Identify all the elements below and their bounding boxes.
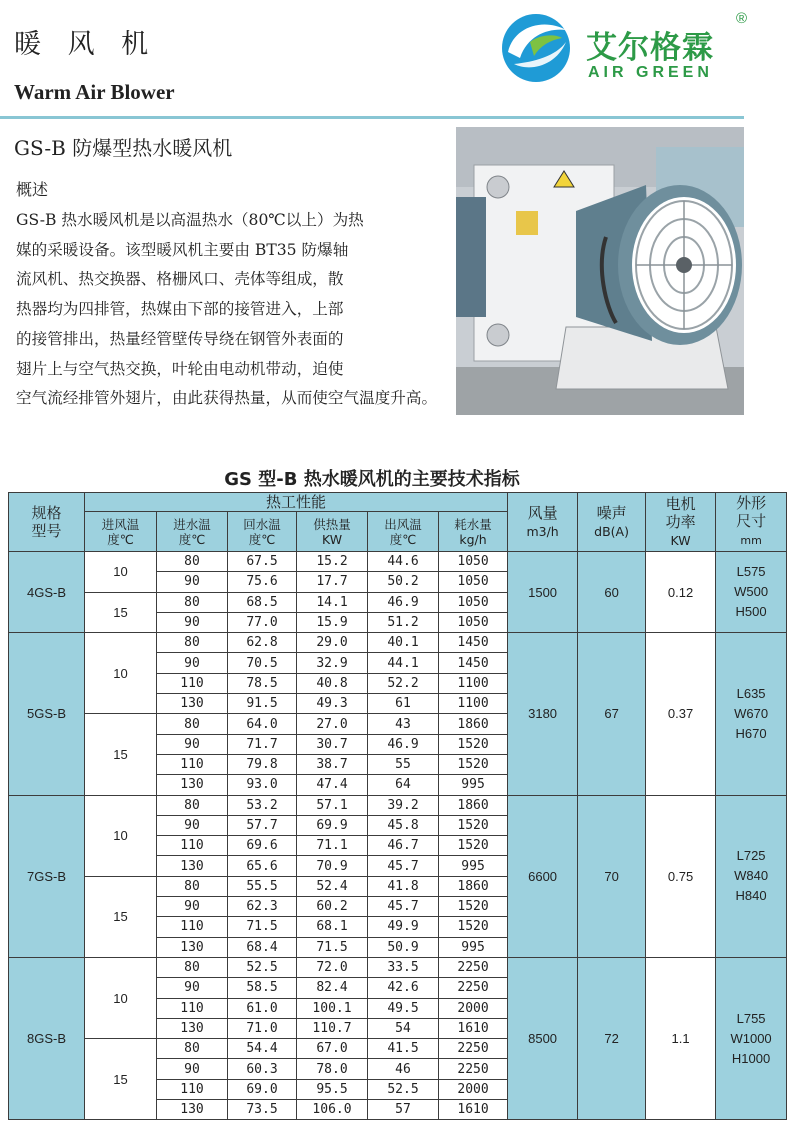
inlet-water-cell: 90 <box>157 653 228 673</box>
return-water-cell: 67.5 <box>228 552 297 572</box>
heat-supply-cell: 110.7 <box>297 1018 368 1038</box>
heat-supply-cell: 71.1 <box>297 836 368 856</box>
spec-table <box>8 492 787 1120</box>
noise-cell: 70 <box>578 795 646 957</box>
size-cell <box>716 633 787 795</box>
outlet-air-cell: 41.5 <box>368 1039 439 1059</box>
outlet-air-cell: 49.9 <box>368 917 439 937</box>
size-cell <box>716 795 787 957</box>
outlet-air-cell: 45.7 <box>368 856 439 876</box>
header-return-water: 回水温 度℃ <box>228 512 297 552</box>
product-photo <box>456 127 744 415</box>
heat-supply-cell: 70.9 <box>297 856 368 876</box>
brand-name-en: AIR GREEN <box>588 64 713 81</box>
heat-supply-cell: 68.1 <box>297 917 368 937</box>
inlet-water-cell: 110 <box>157 998 228 1018</box>
inlet-water-cell: 80 <box>157 876 228 896</box>
product-description <box>16 206 437 414</box>
return-water-cell: 71.5 <box>228 917 297 937</box>
noise-cell: 60 <box>578 552 646 633</box>
water-use-cell: 2250 <box>439 957 508 977</box>
return-water-cell: 60.3 <box>228 1059 297 1079</box>
size-line: H670 <box>735 725 767 741</box>
description-line: 翅片上与空气热交换，叶轮由电动机带动，迫使 <box>16 359 344 378</box>
heat-supply-cell: 100.1 <box>297 998 368 1018</box>
water-use-cell: 995 <box>439 937 508 957</box>
table-title: GS 型-B 热水暖风机的主要技术指标 <box>224 469 520 490</box>
header-airflow: 风量 m3/h <box>508 493 578 552</box>
airflow-cell: 3180 <box>508 633 578 795</box>
return-water-cell: 75.6 <box>228 572 297 592</box>
outlet-air-cell: 46.9 <box>368 734 439 754</box>
water-use-cell: 1520 <box>439 836 508 856</box>
water-use-cell: 1050 <box>439 612 508 632</box>
return-water-cell: 70.5 <box>228 653 297 673</box>
outlet-air-cell: 64 <box>368 775 439 795</box>
return-water-cell: 62.8 <box>228 633 297 653</box>
water-use-cell: 1520 <box>439 754 508 774</box>
outlet-air-cell: 33.5 <box>368 957 439 977</box>
water-use-cell: 1100 <box>439 694 508 714</box>
outlet-air-cell: 44.6 <box>368 552 439 572</box>
page-title-en: Warm Air Blower <box>14 80 175 104</box>
return-water-cell: 71.7 <box>228 734 297 754</box>
header-inlet-water: 进水温 度℃ <box>157 512 228 552</box>
header-heat-supply: 供热量 KW <box>297 512 368 552</box>
outlet-air-cell: 50.9 <box>368 937 439 957</box>
description-line: 热器均为四排管，热媒由下部的接管进入，上部 <box>16 300 344 319</box>
return-water-cell: 78.5 <box>228 673 297 693</box>
inlet-water-cell: 90 <box>157 612 228 632</box>
heat-supply-cell: 95.5 <box>297 1079 368 1099</box>
heat-supply-cell: 32.9 <box>297 653 368 673</box>
header-inlet-air: 进风温 度℃ <box>85 512 157 552</box>
outlet-air-cell: 52.2 <box>368 673 439 693</box>
inlet-air-cell: 15 <box>85 592 157 633</box>
water-use-cell: 1450 <box>439 633 508 653</box>
noise-cell: 67 <box>578 633 646 795</box>
return-water-cell: 69.6 <box>228 836 297 856</box>
heat-supply-cell: 38.7 <box>297 754 368 774</box>
water-use-cell: 1520 <box>439 917 508 937</box>
inlet-water-cell: 80 <box>157 1039 228 1059</box>
header-divider <box>0 116 744 119</box>
size-cell <box>716 957 787 1119</box>
return-water-cell: 64.0 <box>228 714 297 734</box>
heat-supply-cell: 29.0 <box>297 633 368 653</box>
return-water-cell: 69.0 <box>228 1079 297 1099</box>
return-water-cell: 55.5 <box>228 876 297 896</box>
heat-supply-cell: 106.0 <box>297 1100 368 1120</box>
water-use-cell: 1860 <box>439 795 508 815</box>
description-line: 空气流经排管外翅片，由此获得热量，从而使空气温度升高。 <box>16 389 438 408</box>
return-water-cell: 73.5 <box>228 1100 297 1120</box>
spec-table-body <box>9 552 787 1120</box>
inlet-water-cell: 90 <box>157 734 228 754</box>
inlet-water-cell: 80 <box>157 592 228 612</box>
power-cell: 0.37 <box>646 633 716 795</box>
water-use-cell: 995 <box>439 775 508 795</box>
inlet-water-cell: 130 <box>157 856 228 876</box>
outlet-air-cell: 39.2 <box>368 795 439 815</box>
heat-supply-cell: 60.2 <box>297 897 368 917</box>
inlet-air-cell: 10 <box>85 633 157 714</box>
outlet-air-cell: 57 <box>368 1100 439 1120</box>
inlet-water-cell: 80 <box>157 714 228 734</box>
registered-mark: ® <box>736 10 748 27</box>
power-cell: 1.1 <box>646 957 716 1119</box>
heat-supply-cell: 27.0 <box>297 714 368 734</box>
table-row <box>9 633 787 653</box>
return-water-cell: 79.8 <box>228 754 297 774</box>
header-outlet-air: 出风温 度℃ <box>368 512 439 552</box>
return-water-cell: 93.0 <box>228 775 297 795</box>
heat-supply-cell: 52.4 <box>297 876 368 896</box>
heat-supply-cell: 40.8 <box>297 673 368 693</box>
outlet-air-cell: 49.5 <box>368 998 439 1018</box>
water-use-cell: 2000 <box>439 1079 508 1099</box>
outlet-air-cell: 46 <box>368 1059 439 1079</box>
description-line: 媒的采暖设备。该型暖风机主要由 BT35 防爆轴 <box>16 240 349 259</box>
size-line: W670 <box>734 705 769 721</box>
outlet-air-cell: 45.7 <box>368 897 439 917</box>
inlet-air-cell: 15 <box>85 1039 157 1120</box>
inlet-water-cell: 90 <box>157 572 228 592</box>
description-line: GS-B 热水暖风机是以高温热水（80℃以上）为热 <box>16 211 364 229</box>
return-water-cell: 57.7 <box>228 815 297 835</box>
model-cell: 5GS-B <box>9 633 85 795</box>
heat-supply-cell: 72.0 <box>297 957 368 977</box>
water-use-cell: 1050 <box>439 592 508 612</box>
page-title-cn: 暖 风 机 <box>14 29 158 60</box>
inlet-air-cell: 15 <box>85 714 157 795</box>
outlet-air-cell: 46.9 <box>368 592 439 612</box>
heat-supply-cell: 47.4 <box>297 775 368 795</box>
inlet-water-cell: 110 <box>157 673 228 693</box>
size-line: L755 <box>736 1010 766 1026</box>
overview-heading: 概述 <box>16 180 49 199</box>
size-line: W500 <box>734 584 769 600</box>
outlet-air-cell: 46.7 <box>368 836 439 856</box>
inlet-water-cell: 130 <box>157 1018 228 1038</box>
return-water-cell: 71.0 <box>228 1018 297 1038</box>
heater-illustration <box>456 127 744 415</box>
water-use-cell: 1100 <box>439 673 508 693</box>
outlet-air-cell: 55 <box>368 754 439 774</box>
return-water-cell: 58.5 <box>228 978 297 998</box>
product-title: GS-B 防爆型热水暖风机 <box>14 136 233 160</box>
header-thermal: 热工性能 <box>85 493 508 512</box>
water-use-cell: 1520 <box>439 815 508 835</box>
inlet-water-cell: 110 <box>157 754 228 774</box>
return-water-cell: 53.2 <box>228 795 297 815</box>
outlet-air-cell: 43 <box>368 714 439 734</box>
inlet-water-cell: 90 <box>157 897 228 917</box>
return-water-cell: 77.0 <box>228 612 297 632</box>
model-cell: 4GS-B <box>9 552 85 633</box>
water-use-cell: 1050 <box>439 552 508 572</box>
inlet-water-cell: 110 <box>157 917 228 937</box>
noise-cell: 72 <box>578 957 646 1119</box>
return-water-cell: 62.3 <box>228 897 297 917</box>
inlet-water-cell: 90 <box>157 815 228 835</box>
outlet-air-cell: 54 <box>368 1018 439 1038</box>
return-water-cell: 61.0 <box>228 998 297 1018</box>
brand-name-cn: 艾尔格霖 <box>586 30 714 66</box>
return-water-cell: 68.4 <box>228 937 297 957</box>
header-power: 电机 功率 KW <box>646 493 716 552</box>
power-cell: 0.75 <box>646 795 716 957</box>
outlet-air-cell: 44.1 <box>368 653 439 673</box>
return-water-cell: 68.5 <box>228 592 297 612</box>
header-water-use: 耗水量 kg/h <box>439 512 508 552</box>
inlet-air-cell: 10 <box>85 957 157 1038</box>
inlet-water-cell: 130 <box>157 937 228 957</box>
water-use-cell: 1520 <box>439 897 508 917</box>
inlet-water-cell: 80 <box>157 795 228 815</box>
header-noise: 噪声 dB(A) <box>578 493 646 552</box>
return-water-cell: 52.5 <box>228 957 297 977</box>
outlet-air-cell: 42.6 <box>368 978 439 998</box>
outlet-air-cell: 61 <box>368 694 439 714</box>
inlet-water-cell: 90 <box>157 1059 228 1079</box>
table-row <box>9 957 787 977</box>
model-cell: 8GS-B <box>9 957 85 1119</box>
size-line: W1000 <box>730 1030 772 1046</box>
water-use-cell: 1860 <box>439 714 508 734</box>
outlet-air-cell: 51.2 <box>368 612 439 632</box>
water-use-cell: 1610 <box>439 1100 508 1120</box>
water-use-cell: 995 <box>439 856 508 876</box>
heat-supply-cell: 69.9 <box>297 815 368 835</box>
leaf-logo-icon <box>500 12 572 84</box>
airflow-cell: 8500 <box>508 957 578 1119</box>
water-use-cell: 2250 <box>439 1059 508 1079</box>
inlet-water-cell: 130 <box>157 1100 228 1120</box>
return-water-cell: 65.6 <box>228 856 297 876</box>
airflow-cell: 6600 <box>508 795 578 957</box>
heat-supply-cell: 78.0 <box>297 1059 368 1079</box>
size-line: L635 <box>736 685 766 701</box>
water-use-cell: 2250 <box>439 978 508 998</box>
water-use-cell: 1610 <box>439 1018 508 1038</box>
inlet-water-cell: 110 <box>157 836 228 856</box>
inlet-water-cell: 110 <box>157 1079 228 1099</box>
return-water-cell: 91.5 <box>228 694 297 714</box>
description-line: 的接管排出，热量经管壁传导绕在钢管外表面的 <box>16 329 344 348</box>
inlet-air-cell: 10 <box>85 552 157 593</box>
inlet-water-cell: 80 <box>157 552 228 572</box>
inlet-air-cell: 10 <box>85 795 157 876</box>
water-use-cell: 2250 <box>439 1039 508 1059</box>
heat-supply-cell: 17.7 <box>297 572 368 592</box>
outlet-air-cell: 40.1 <box>368 633 439 653</box>
outlet-air-cell: 50.2 <box>368 572 439 592</box>
header-size: 外形 尺寸 mm <box>716 493 787 552</box>
heat-supply-cell: 57.1 <box>297 795 368 815</box>
table-row <box>9 795 787 815</box>
inlet-water-cell: 90 <box>157 978 228 998</box>
return-water-cell: 54.4 <box>228 1039 297 1059</box>
size-line: L725 <box>736 848 766 864</box>
heat-supply-cell: 49.3 <box>297 694 368 714</box>
size-line: L575 <box>736 564 766 580</box>
heat-supply-cell: 15.2 <box>297 552 368 572</box>
heat-supply-cell: 14.1 <box>297 592 368 612</box>
heat-supply-cell: 30.7 <box>297 734 368 754</box>
water-use-cell: 1450 <box>439 653 508 673</box>
brand-logo <box>500 10 790 88</box>
airflow-cell: 1500 <box>508 552 578 633</box>
water-use-cell: 1520 <box>439 734 508 754</box>
inlet-water-cell: 130 <box>157 694 228 714</box>
outlet-air-cell: 45.8 <box>368 815 439 835</box>
size-line: H500 <box>735 604 767 620</box>
inlet-water-cell: 80 <box>157 633 228 653</box>
inlet-air-cell: 15 <box>85 876 157 957</box>
size-line: H1000 <box>731 1050 771 1066</box>
header-model: 规格 型号 <box>9 493 85 552</box>
power-cell: 0.12 <box>646 552 716 633</box>
water-use-cell: 1860 <box>439 876 508 896</box>
model-cell: 7GS-B <box>9 795 85 957</box>
table-row <box>9 552 787 572</box>
water-use-cell: 2000 <box>439 998 508 1018</box>
heat-supply-cell: 67.0 <box>297 1039 368 1059</box>
outlet-air-cell: 41.8 <box>368 876 439 896</box>
description-line: 流风机、热交换器、格栅风口、壳体等组成，散 <box>16 270 344 289</box>
size-line: H840 <box>735 888 767 904</box>
water-use-cell: 1050 <box>439 572 508 592</box>
size-line: W840 <box>734 868 769 884</box>
size-cell <box>716 552 787 633</box>
inlet-water-cell: 80 <box>157 957 228 977</box>
inlet-water-cell: 130 <box>157 775 228 795</box>
heat-supply-cell: 71.5 <box>297 937 368 957</box>
outlet-air-cell: 52.5 <box>368 1079 439 1099</box>
heat-supply-cell: 82.4 <box>297 978 368 998</box>
heat-supply-cell: 15.9 <box>297 612 368 632</box>
